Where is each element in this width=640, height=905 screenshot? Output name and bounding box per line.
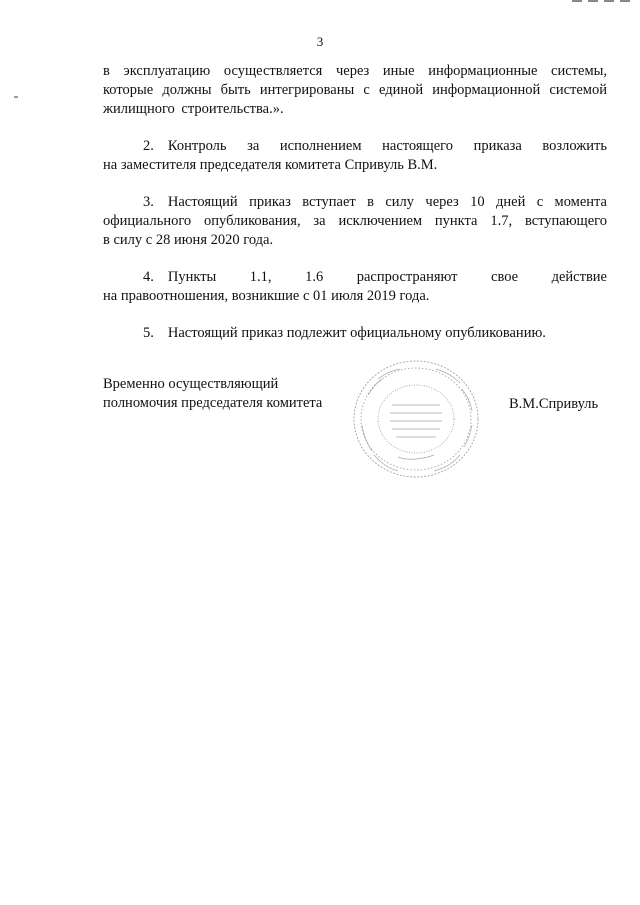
signatory-position — [103, 375, 322, 413]
signatory-name: В.М.Спривуль — [509, 396, 599, 412]
scan-artifact — [14, 96, 18, 98]
text-line — [103, 268, 607, 287]
text-line: в эксплуатацию осуществляется через иные информационные системы, — [103, 63, 607, 79]
text-line: Настоящий приказ подлежит официальному опубликованию. — [167, 325, 546, 341]
text-line: на правоотношения, возникшие с 01 июля 2019 года. — [103, 288, 430, 304]
paragraph-number: 2. — [143, 138, 154, 154]
scan-artifact — [572, 0, 632, 2]
paragraph-2 — [103, 137, 607, 175]
text-line: жилищного строительства.». — [103, 101, 284, 117]
paragraph-5 — [103, 324, 607, 343]
paragraph-continuation — [103, 62, 607, 119]
position-line: Временно осуществляющий — [103, 376, 279, 392]
page-number: 3 — [316, 34, 324, 49]
text-line — [103, 324, 607, 343]
paragraph-3 — [103, 193, 607, 250]
text-line: в силу с 28 июня 2020 года. — [103, 232, 274, 248]
text-line: Пункты 1.1, 1.6 распространяют свое действие — [167, 269, 607, 285]
paragraph-4 — [103, 268, 607, 306]
document-body — [103, 62, 607, 361]
text-line: которые должны быть интегрированы с единой информационной системой — [103, 82, 607, 98]
official-seal-stamp — [348, 355, 484, 483]
paragraph-number: 5. — [143, 325, 154, 341]
paragraph-number: 4. — [143, 269, 154, 285]
text-line: Настоящий приказ вступает в силу через 10 дней с момента — [167, 194, 607, 210]
position-line: полномочия председателя комитета — [103, 395, 323, 411]
text-line — [103, 193, 607, 212]
text-line: Контроль за исполнением настоящего приказа возложить — [167, 138, 607, 154]
text-line: на заместителя председателя комитета Спривуль В.М. — [103, 157, 438, 173]
text-line — [103, 137, 607, 156]
paragraph-number: 3. — [143, 194, 154, 210]
text-line: официального опубликования, за исключением пункта 1.7, вступающего — [103, 213, 607, 229]
